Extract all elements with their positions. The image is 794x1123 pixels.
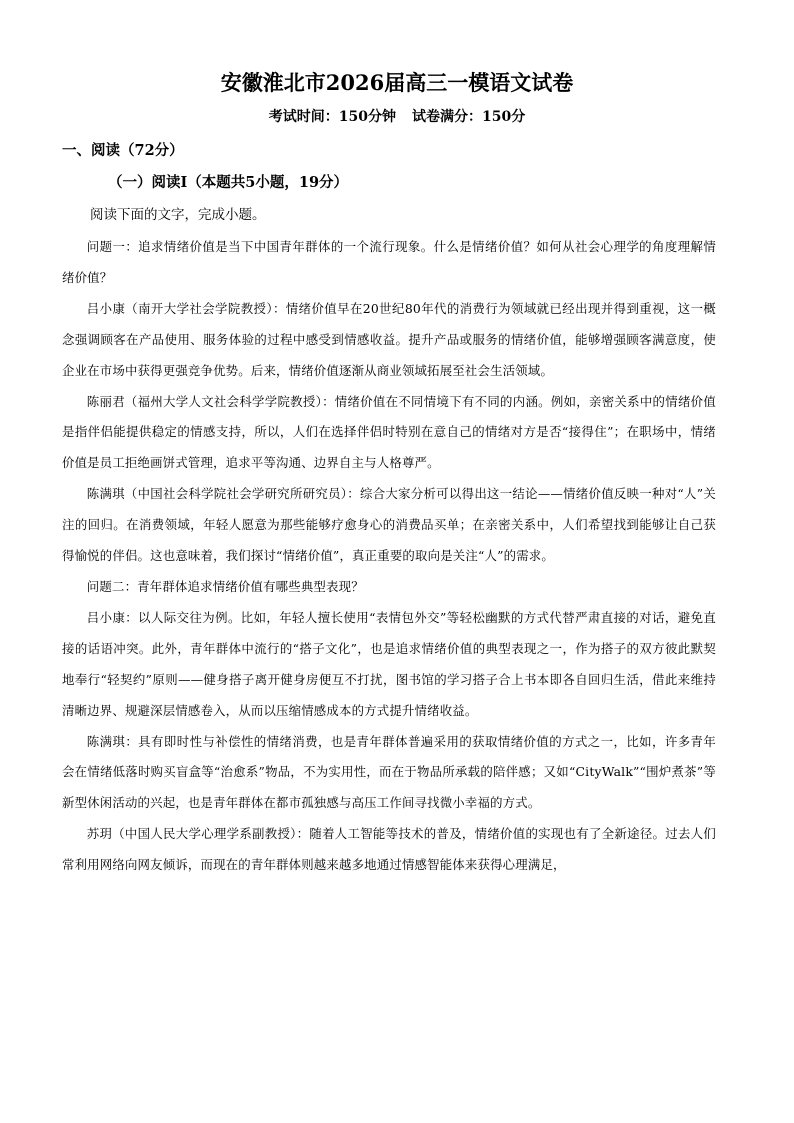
- exam-time: 考试时间：150分钟: [268, 109, 396, 125]
- passage-paragraph: 吕小康：以人际交往为例。比如，年轻人擅长使用“表情包外交”等轻松幽默的方式代替严肃直接的对话，避免直接的话语冲突。此外，青年群体中流行的“搭子文化”，也是追求情绪价值的典型表现之一，作为搭子的双方彼此默契地奉行“轻契约”原则——健身搭子离开健身房便互不打扰，图书馆的学习搭子合上书本即各自回归生活，借此来维持清晰边界、规避深层情感卷入，从而以压缩情感成本的方式提升情绪收益。: [62, 609, 716, 718]
- reading-instruction: 阅读下面的文字，完成小题。: [90, 207, 266, 223]
- passage-paragraph: 陈满琪：具有即时性与补偿性的情绪消费，也是青年群体普遍采用的获取情绪价值的方式之一，比如，许多青年会在情绪低落时购买盲盒等“治愈系”物品，不为实用性，而在于物品所承载的陪伴感；又如“CityWalk”“围炉煮茶”等新型休闲活动的兴起，也是青年群体在都市孤独感与高压工作间寻找微小幸福的方式。: [62, 733, 716, 811]
- document-title: 安徽淮北市2026届高三一模语文试卷: [220, 70, 574, 95]
- exam-info-line: [0, 106, 794, 128]
- full-score: 试卷满分：150分: [412, 109, 526, 125]
- section-heading: 一、阅读（72分）: [62, 142, 184, 159]
- passage-paragraph: 陈满琪（中国社会科学院社会学研究所研究员）：综合大家分析可以得出这一结论——情绪价值反映一种对“人”关注的回归。在消费领域，年轻人愿意为那些能够疗愈身心的消费品买单；在亲密关系中，人们希望找到能够让自己获得愉悦的伴侣。这也意味着，我们探讨“情绪价值”，真正重要的取向是关注“人”的需求。: [62, 486, 716, 564]
- passage-paragraph: 吕小康（南开大学社会学院教授）：情绪价值早在20世纪80年代的消费行为领域就已经出现并得到重视，这一概念强调顾客在产品使用、服务体验的过程中感受到情感收益。提升产品或服务的情绪价值，能够增强顾客满意度，使企业在市场中获得更强竞争优势。后来，情绪价值逐渐从商业领域拓展至社会生活领域。: [62, 300, 716, 378]
- subsection-heading: （一）阅读Ⅰ（本题共5小题，19分）: [108, 174, 349, 191]
- passage-paragraph: 陈丽君（福州大学人文社会科学学院教授）：情绪价值在不同情境下有不同的内涵。例如，亲密关系中的情绪价值是指伴侣能提供稳定的情感支持，所以，人们在选择伴侣时特别在意自己的情绪对方是否“接得住”；在职场中，情绪价值是员工拒绝画饼式管理，追求平等沟通、边界自主与人格尊严。: [62, 393, 716, 471]
- passage-paragraph: 苏玥（中国人民大学心理学系副教授）：随着人工智能等技术的普及，情绪价值的实现也有了全新途径。过去人们常利用网络向网友倾诉，而现在的青年群体则越来越多地通过情感智能体来获得心理满足，: [62, 826, 716, 873]
- reading-passage: [62, 232, 716, 881]
- passage-paragraph: 问题二：青年群体追求情绪价值有哪些典型表现？: [86, 578, 364, 594]
- passage-paragraph: 问题一：追求情绪价值是当下中国青年群体的一个流行现象。什么是情绪价值？如何从社会心理学的角度理解情绪价值？: [62, 239, 716, 285]
